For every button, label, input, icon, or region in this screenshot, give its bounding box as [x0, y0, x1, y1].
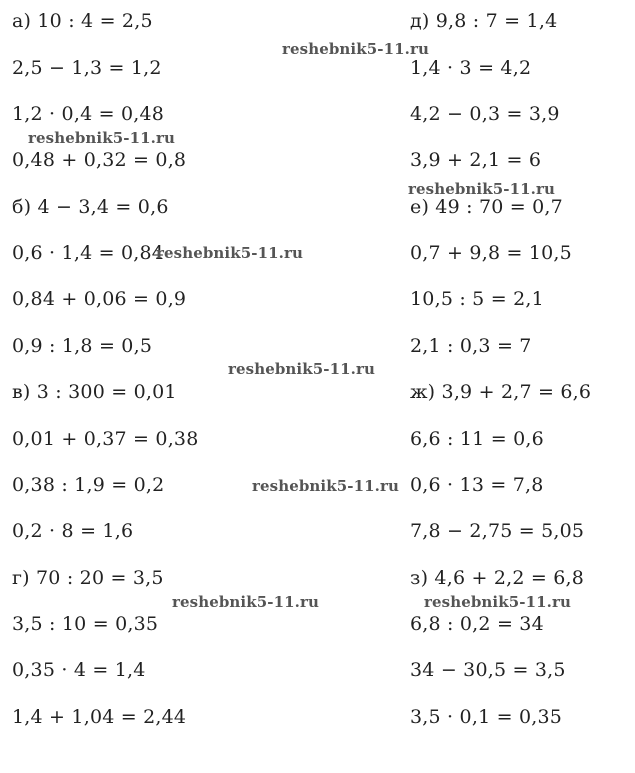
watermark: reshebnik5-11.ru [228, 360, 375, 378]
watermark: reshebnik5-11.ru [156, 244, 303, 262]
equation-line: 0,7 + 9,8 = 10,5 [410, 242, 572, 264]
equation-line: 3,5 · 0,1 = 0,35 [410, 706, 563, 728]
equation-line: 0,2 · 8 = 1,6 [12, 520, 134, 542]
equation-line: з) 4,6 + 2,2 = 6,8 [410, 567, 585, 589]
equation-line: 7,8 − 2,75 = 5,05 [410, 520, 585, 542]
equation-line: 0,48 + 0,32 = 0,8 [12, 149, 187, 171]
equation-line: а) 10 : 4 = 2,5 [12, 10, 153, 32]
equation-line: 2,1 : 0,3 = 7 [410, 335, 532, 357]
equation-line: 0,01 + 0,37 = 0,38 [12, 428, 199, 450]
equation-line: д) 9,8 : 7 = 1,4 [410, 10, 558, 32]
watermark: reshebnik5-11.ru [28, 129, 175, 147]
equation-line: 6,8 : 0,2 = 34 [410, 613, 544, 635]
watermark: reshebnik5-11.ru [408, 180, 555, 198]
equation-line: 6,6 : 11 = 0,6 [410, 428, 544, 450]
watermark: reshebnik5-11.ru [172, 593, 319, 611]
watermark: reshebnik5-11.ru [252, 477, 399, 495]
equation-line: 10,5 : 5 = 2,1 [410, 288, 544, 310]
equation-line: г) 70 : 20 = 3,5 [12, 567, 164, 589]
watermark: reshebnik5-11.ru [282, 40, 429, 58]
equation-line: 0,38 : 1,9 = 0,2 [12, 474, 165, 496]
equation-line: 0,6 · 1,4 = 0,84 [12, 242, 165, 264]
equation-line: 3,9 + 2,1 = 6 [410, 149, 542, 171]
watermark: reshebnik5-11.ru [424, 593, 571, 611]
equation-line: 2,5 − 1,3 = 1,2 [12, 57, 162, 79]
equation-line: 34 − 30,5 = 3,5 [410, 659, 566, 681]
equation-line: 1,4 + 1,04 = 2,44 [12, 706, 187, 728]
equation-line: б) 4 − 3,4 = 0,6 [12, 196, 169, 218]
equation-line: 4,2 − 0,3 = 3,9 [410, 103, 560, 125]
equation-line: 0,6 · 13 = 7,8 [410, 474, 544, 496]
equation-line: 0,84 + 0,06 = 0,9 [12, 288, 187, 310]
equation-line: 0,9 : 1,8 = 0,5 [12, 335, 153, 357]
equation-line: 0,35 · 4 = 1,4 [12, 659, 146, 681]
equation-line: 1,2 · 0,4 = 0,48 [12, 103, 165, 125]
equation-line: е) 49 : 70 = 0,7 [410, 196, 563, 218]
equation-line: в) 3 : 300 = 0,01 [12, 381, 177, 403]
equation-line: 3,5 : 10 = 0,35 [12, 613, 159, 635]
equation-line: 1,4 · 3 = 4,2 [410, 57, 532, 79]
equation-line: ж) 3,9 + 2,7 = 6,6 [410, 381, 592, 403]
